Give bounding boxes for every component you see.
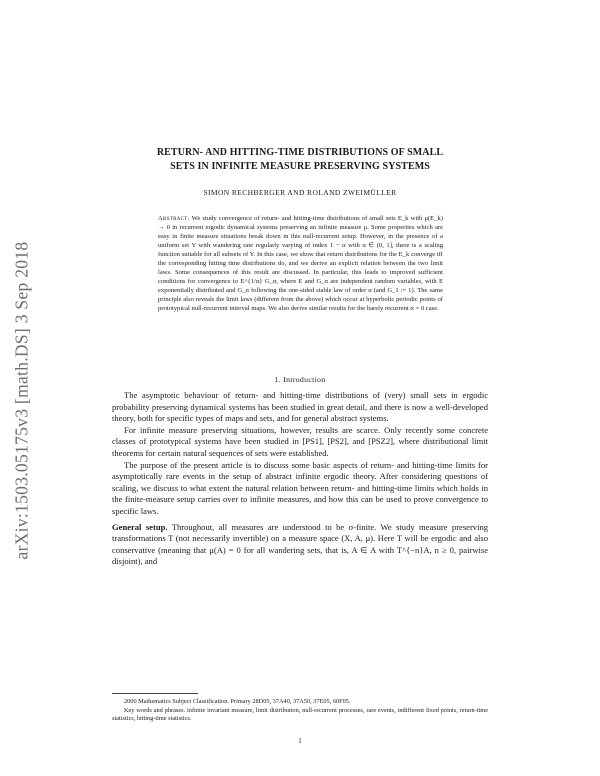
- footnote-keywords: Key words and phrases. infinite invariant measure, limit distribution, null-recurrent processes, rare events, indifferent fixed points, return-time statistics, hitting-time statistics.: [112, 706, 488, 723]
- intro-paragraph-3: The purpose of the present article is to discuss some basic aspects of return- and hitting-time limits for asymptotically rare events in the setup of abstract infinite ergodic theory. After considering questions of scaling, we discuss to what extent the natural relation between return- and hitting-time limits which holds in the finite-measure setup carries over to infinite measures, and how this can be used to prove convergence to specific laws.: [112, 459, 488, 516]
- title-line-2: SETS IN INFINITE MEASURE PRESERVING SYSTEMS: [170, 161, 430, 172]
- footnote-rule: [112, 693, 198, 694]
- general-setup-label: General setup.: [112, 521, 168, 532]
- paper-body: [112, 390, 488, 568]
- page-number: 1: [298, 737, 302, 745]
- paper-title: [112, 146, 488, 174]
- arxiv-sidebar: [10, 170, 34, 630]
- abstract: [158, 214, 443, 314]
- intro-paragraph-1: The asymptotic behaviour of return- and hitting-time distributions of (very) small sets in ergodic probability preserving dynamical systems has been studied in great detail, and there is now a well-developed theory, both for specific types of maps and sets, and for general abstract systems.: [112, 390, 488, 424]
- general-setup-paragraph: [112, 522, 488, 568]
- arxiv-identifier: arXiv:1503.05175v3 [math.DS] 3 Sep 2018: [11, 241, 32, 559]
- general-setup-text: Throughout, all measures are understood to be σ-finite. We study measure preserving transformations T (not necessarily invertible) on a measure space (X, A, μ). Here T will be ergodic and also conservative (meaning that μ(A) = 0 for all wandering sets, that is, A ∈ A with T^{−n}A, n ≥ 0, pairwise disjoint), and: [112, 521, 489, 567]
- intro-paragraph-2: For infinite measure preserving situations, however, results are scarce. Only recently some concrete classes of prototypical systems have been studied in [PS1], [PS2], and [PSZ2], where distributional limit theorems for certain natural sequences of sets were established.: [112, 424, 488, 458]
- footnote-msc: 2000 Mathematics Subject Classification. Primary 28D05, 37A40, 37A50, 37E05, 60F05.: [124, 698, 351, 705]
- abstract-label: Abstract.: [158, 215, 190, 222]
- paper-authors: SIMON RECHBERGER AND ROLAND ZWEIMÜLLER: [203, 188, 397, 197]
- footnotes: [112, 698, 488, 724]
- section-heading-introduction: 1. Introduction: [274, 375, 326, 384]
- title-line-1: RETURN- AND HITTING-TIME DISTRIBUTIONS OF SMALL: [156, 147, 444, 158]
- abstract-text: We study convergence of return- and hitting-time distributions of small sets E_k with μ(E_k) → 0 in recurrent ergodic dynamical systems preserving an infinite measure μ. Some properties which are easy in finite measure situations break down in this null-recurrent setup. However, in the presence of a uniform set Y with wandering rate regularly varying of index 1 − α with α ∈ (0, 1], there is a scaling function suitable for all subsets of Y. In this case, we show that return distributions for the E_k converge iff the corresponding hitting time distributions do, and we derive an explicit relation between the two limit laws. Some consequences of this result are discussed. In particular, this leads to improved sufficient conditions for convergence to E^{1/α} G_α, where E and G_α are independent random variables, with E exponentially distributed and G_α following the one-sided stable law of order α (and G_1 := 1). The same principle also reveals the limit laws (different from the above) which occur at hyperbolic periodic points of prototypical null-recurrent interval maps. We also derive similar results for the barely recurrent α = 0 case.: [158, 215, 444, 313]
